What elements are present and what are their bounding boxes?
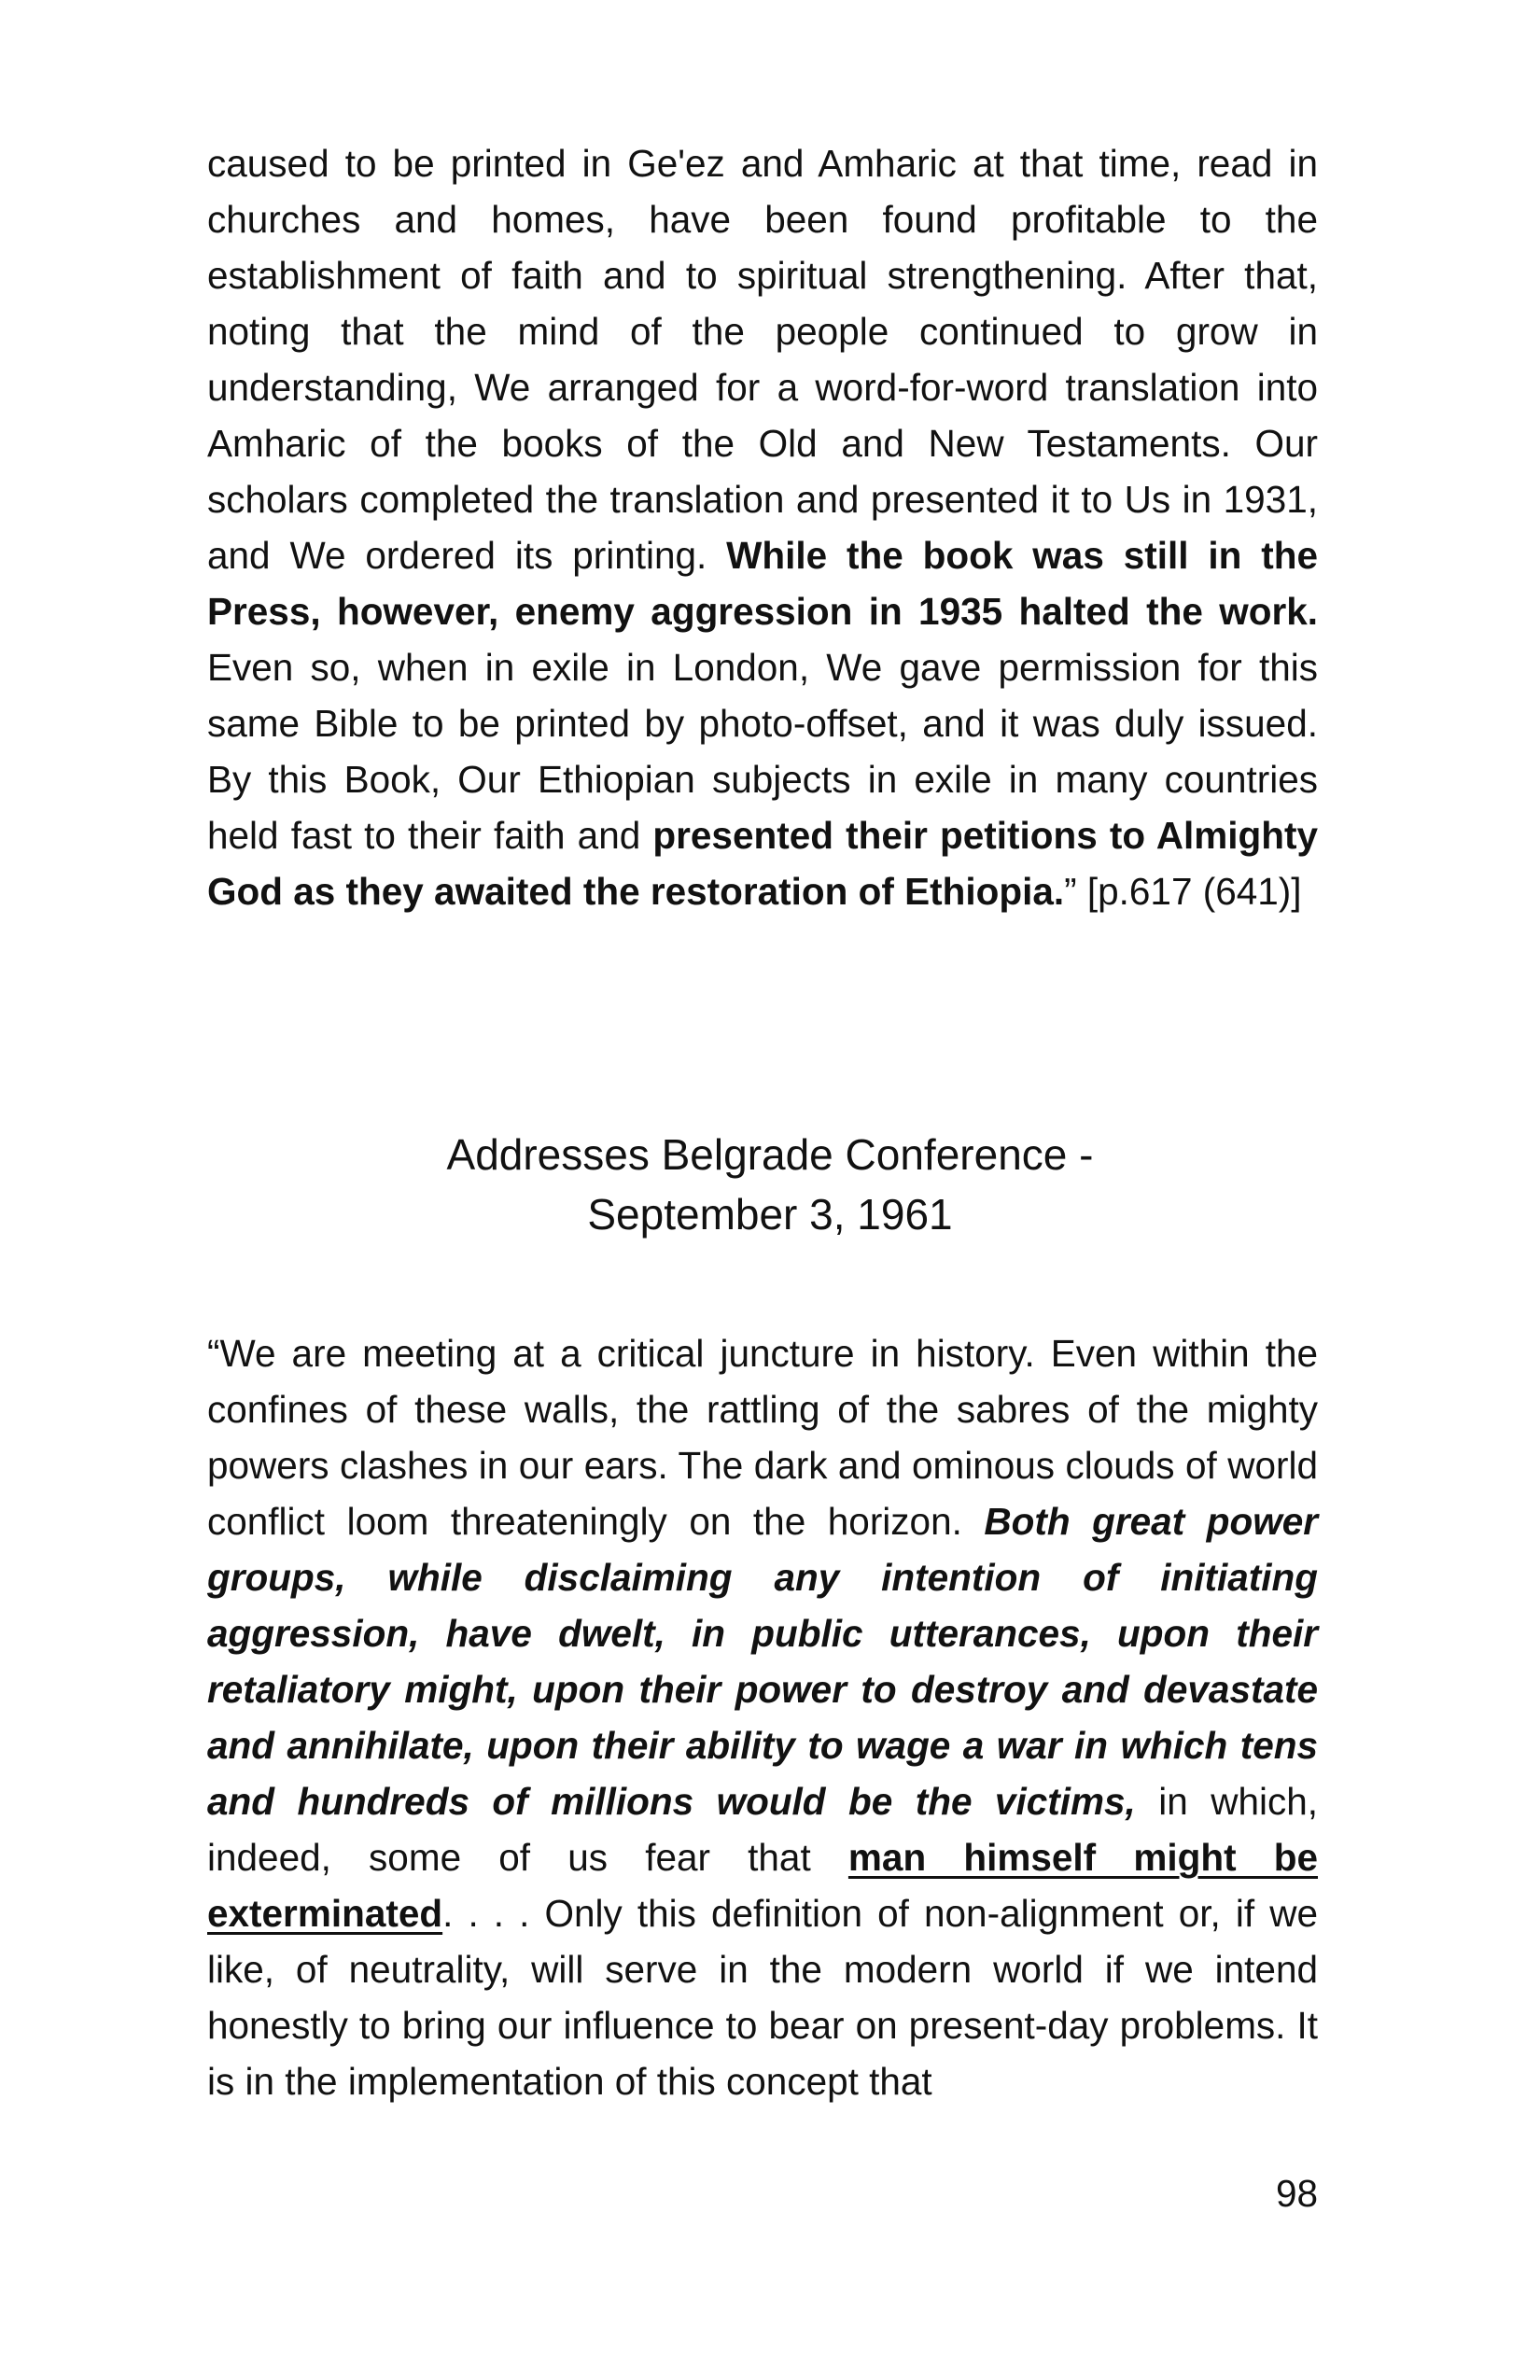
- paragraph-bible-translation: [207, 135, 1318, 919]
- para1-text-2: Even so, when in exile in London, We gave permission for this same Bible to be printed by photo-offset, and it was duly issued. By this Book, Our Ethiopian subjects in exile in many countries held fast to their faith and: [207, 646, 1318, 857]
- para2-text-2: in which, indeed, some of us fear that: [207, 1780, 1318, 1879]
- para2-text-3: . . . . Only this definition of non-alignment or, if we like, of neutrality, will serve in the modern world if we intend honestly to bring our influence to bear on present-day problems. It is in the implementation of this concept that: [207, 1892, 1318, 2103]
- heading-line-2: September 3, 1961: [587, 1190, 953, 1239]
- para1-bold-petitions: presented their petitions to Almighty God as they awaited the restoration of Ethiopia.: [207, 814, 1318, 913]
- section-heading: [0, 1125, 1540, 1244]
- para1-bold-enemy-aggression: While the book was still in the Press, however, enemy aggression in 1935 halted the work.: [207, 534, 1318, 633]
- para2-underlined-exterminated: man himself might be exterminated: [207, 1836, 1319, 1935]
- heading-line-1: Addresses Belgrade Conference -: [446, 1130, 1094, 1179]
- para2-bold-italic-power-groups: Both great power groups, while disclaiming any intention of initiating aggression, have dwelt, in public utterances, upon their retaliatory might, upon their power to destroy and devastate and annihilate, upon their ability to wage a war in which tens and hundreds of millions would be the victims,: [207, 1500, 1318, 1823]
- para1-text-1: caused to be printed in Ge'ez and Amharic at that time, read in churches and homes, have been found profitable to the establishment of faith and to spiritual strengthening. After that, noting that the mind of the people continued to grow in understanding, We arranged for a word-for-word translation into Amharic of the books of the Old and New Testaments. Our scholars completed the translation and presented it to Us in 1931, and We ordered its printing.: [207, 142, 1318, 577]
- paragraph-belgrade-address: [207, 1325, 1318, 2109]
- page-number: 98: [1275, 2172, 1318, 2215]
- para2-text-1: “We are meeting at a critical juncture in history. Even within the confines of these walls, the rattling of the sabres of the mighty powers clashes in our ears. The dark and ominous clouds of world conflict loom threateningly on the horizon.: [207, 1332, 1318, 1543]
- para1-citation: ” [p.617 (641)]: [1064, 870, 1302, 913]
